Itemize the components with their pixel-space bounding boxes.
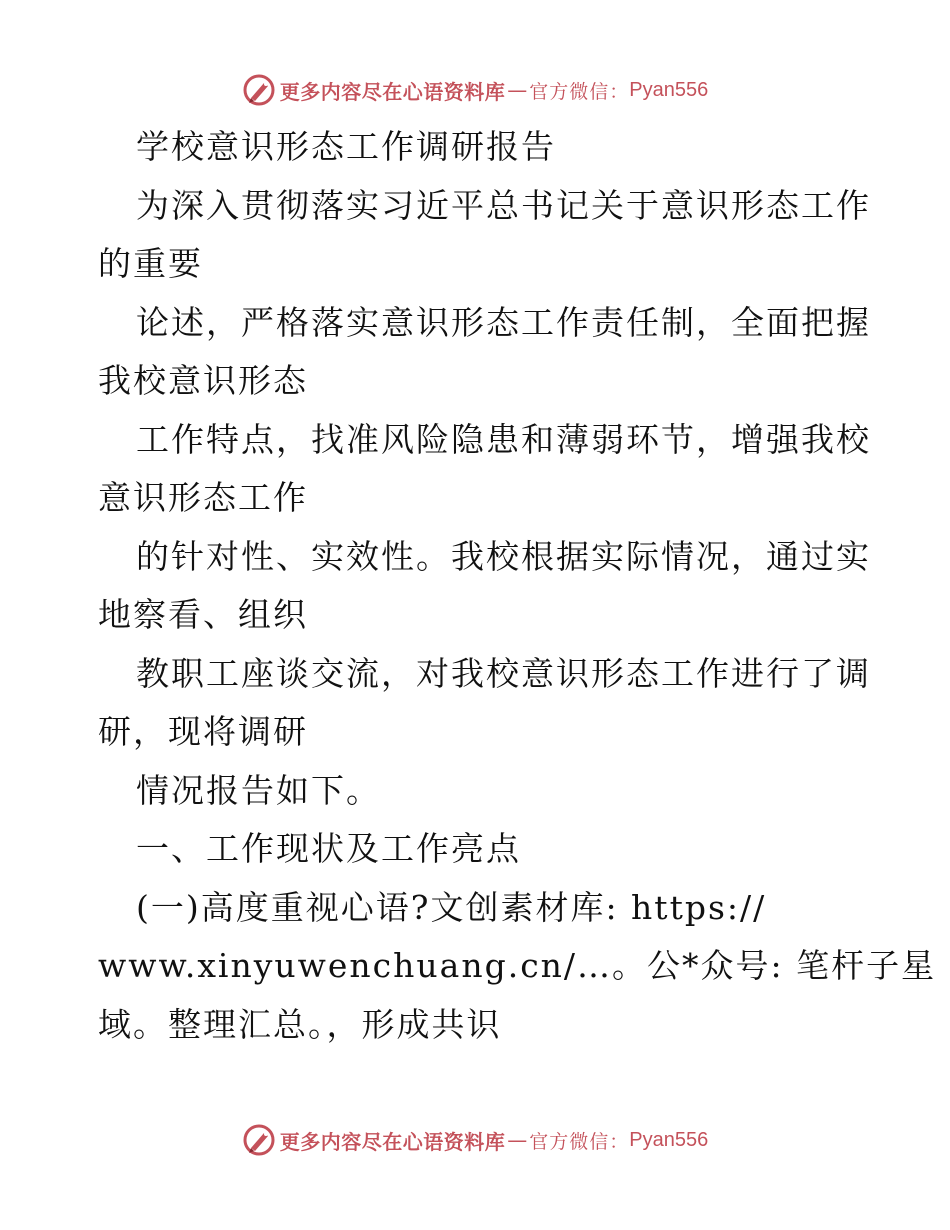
text-line: 域。整理汇总。，形成共识 — [98, 1004, 502, 1044]
text-line: 为深入贯彻落实习近平总书记关于意识形态工作 — [136, 185, 871, 225]
header-watermark-banner — [0, 70, 950, 110]
banner-wechat-label: 官方微信： — [529, 80, 630, 103]
banner-main-text: 更多内容尽在心语资料库 — [279, 79, 506, 104]
text-line: 研，现将调研 — [98, 712, 308, 751]
text-line: 的针对性、实效性。我校根据实际情况，通过实 — [136, 536, 871, 576]
banner-wechat-label: 官方微信： — [529, 1130, 630, 1153]
text-line: 我校意识形态 — [98, 361, 308, 400]
text-line: 的重要 — [98, 244, 203, 283]
banner-dash: — — [507, 78, 528, 102]
text-line: www.xinyuwenchuang.cn/…。公*众号: 笔杆子星 — [98, 946, 937, 985]
text-line: 地察看、组织 — [98, 595, 308, 634]
banner-main-text: 更多内容尽在心语资料库 — [279, 1129, 506, 1154]
document-body — [98, 118, 937, 1054]
text-line: 意识形态工作 — [98, 478, 308, 517]
banner-wechat-id: Pyan556 — [629, 1128, 709, 1151]
pen-logo-icon — [242, 1123, 276, 1157]
text-line: 情况报告如下。 — [136, 770, 381, 810]
footer-watermark-banner — [0, 1120, 950, 1160]
text-line: 论述，严格落实意识形态工作责任制，全面把握 — [136, 302, 871, 342]
text-line: 一、工作现状及工作亮点 — [136, 829, 521, 868]
banner-wechat-id: Pyan556 — [629, 78, 709, 101]
text-line: (一)高度重视心语?文创素材库: https:// — [136, 887, 767, 927]
document-title: 学校意识形态工作调研报告 — [136, 127, 556, 166]
banner-dash: — — [507, 1128, 528, 1152]
pen-logo-icon — [242, 73, 276, 107]
text-line: 教职工座谈交流，对我校意识形态工作进行了调 — [136, 653, 871, 693]
text-line: 工作特点，找准风险隐患和薄弱环节，增强我校 — [136, 419, 871, 459]
